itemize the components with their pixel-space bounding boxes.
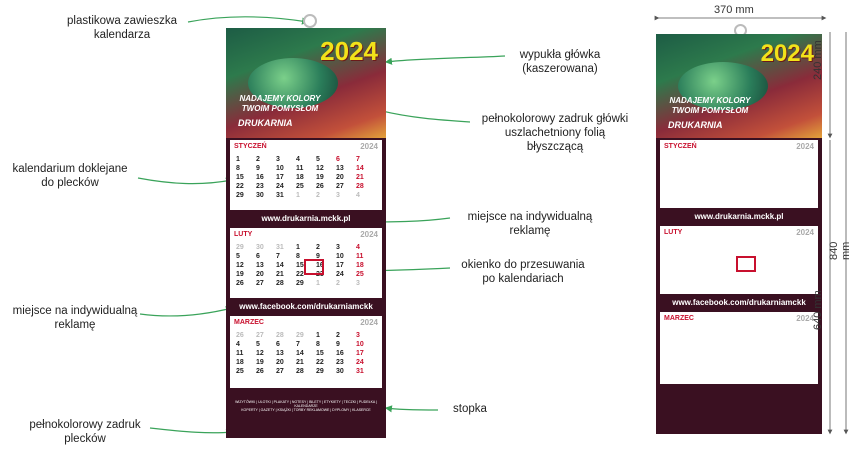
month-name-3: MARZEC xyxy=(234,319,264,326)
dim-back: 640 mm xyxy=(812,290,824,330)
month-grid-2 xyxy=(230,228,382,298)
month-year-3: 2024 xyxy=(360,318,378,327)
month-year-2: 2024 xyxy=(360,230,378,239)
month-name-2: LUTY xyxy=(234,231,253,238)
month-name-1: STYCZEŃ xyxy=(234,143,267,150)
month-year-1: 2024 xyxy=(360,142,378,151)
header-slogan-1-right: NADAJEMY KOLORY xyxy=(669,96,751,105)
arrow-header xyxy=(386,56,505,62)
label-header: wypukła główka (kaszerowana) xyxy=(519,49,601,75)
arrow-print-back xyxy=(150,428,232,433)
dim-width: 370 mm xyxy=(714,4,754,16)
header-year: 2024 xyxy=(320,36,378,66)
month-name-r2: LUTY xyxy=(664,229,683,236)
label-print-back: pełnokolorowy zadruk plecków xyxy=(29,419,141,445)
ad-strip-1: www.drukarnia.mckk.pl xyxy=(261,214,351,223)
dim-header: 240 mm xyxy=(812,40,824,80)
month-name-r3: MARZEC xyxy=(664,315,694,322)
label-calendarium: kalendarium doklejane do plecków xyxy=(12,163,128,189)
month-name-r1: STYCZEŃ xyxy=(664,143,697,150)
slider-window xyxy=(304,259,324,275)
header-brand: DRUKARNIA xyxy=(238,118,293,128)
month-year-r3: 2024 xyxy=(796,314,814,323)
ad-strip-r1: www.drukarnia.mckk.pl xyxy=(694,212,784,221)
label-ad-2: miejsce na indywidualną reklamę xyxy=(12,305,138,331)
slider-window-right xyxy=(736,256,756,272)
arrow-footer xyxy=(386,408,438,410)
month-grid-1 xyxy=(230,140,382,210)
calendar-header-right xyxy=(656,34,822,138)
label-window: okienko do przesuwania po kalendariach xyxy=(461,259,585,285)
header-year-right: 2024 xyxy=(760,40,814,67)
label-print-header: pełnokolorowy zadruk główki uszlachetniony folią błyszczącą xyxy=(481,113,629,153)
footer-line-1: WIZYTÓWKI | ULOTKI | PLAKATY | NOTESY | BILETY | ETYKIETY | TECZKI | PUDEŁKA | KALENDARZE xyxy=(235,400,377,408)
arrow-hook xyxy=(188,17,308,22)
header-slogan-2: TWOIM POMYSŁOM xyxy=(241,104,319,113)
arrow-calendarium xyxy=(138,178,232,184)
header-slogan-1: NADAJEMY KOLORY xyxy=(239,94,321,103)
month-year-r1: 2024 xyxy=(796,142,814,151)
dim-total: 840 mm xyxy=(828,241,852,260)
header-slogan-2-right: TWOIM POMYSŁOM xyxy=(671,106,749,115)
hook-left xyxy=(303,14,317,28)
month-days-3: 26 27 28 29 1 2 3 4 5 6 7 8 9 10 11 12 13 14 15 16 17 18 19 20 21 22 23 24 25 26 27 28 29 30 31 xyxy=(236,332,364,375)
month-grid-3 xyxy=(230,316,382,388)
calendar-left xyxy=(226,28,386,438)
header-brand-right: DRUKARNIA xyxy=(668,120,723,130)
arrow-print-header xyxy=(378,110,470,122)
month-days-1: 1 2 3 4 5 6 7 8 9 10 11 12 13 14 15 16 17 18 19 20 21 22 23 24 25 26 27 28 29 30 31 1 2 3 4 xyxy=(236,156,364,199)
month-grid-r3 xyxy=(660,312,818,384)
label-footer: stopka xyxy=(453,403,487,415)
calendar-right xyxy=(656,34,822,434)
month-grid-r2 xyxy=(660,226,818,294)
label-ad-1: miejsce na indywidualną reklamę xyxy=(467,211,593,237)
footer-line-2: KOPERTY | GAZETY | KSIĄŻKI | TORBY REKLAMOWE | DYPLOMY | KLASERCE xyxy=(241,408,371,412)
label-hook: plastikowa zawieszka kalendarza xyxy=(67,15,177,41)
ad-strip-r2: www.facebook.com/drukarniamckk xyxy=(672,298,806,307)
ad-strip-2: www.facebook.com/drukarniamckk xyxy=(239,302,373,311)
month-days-2: 29 30 31 1 2 3 4 5 6 7 8 9 10 11 12 13 14 15 16 17 18 19 20 21 22 23 24 25 26 27 28 29 1 2 3 xyxy=(236,244,364,287)
calendar-header-left xyxy=(226,28,386,138)
month-grid-r1 xyxy=(660,140,818,208)
arrow-ad2 xyxy=(140,308,232,316)
month-year-r2: 2024 xyxy=(796,228,814,237)
